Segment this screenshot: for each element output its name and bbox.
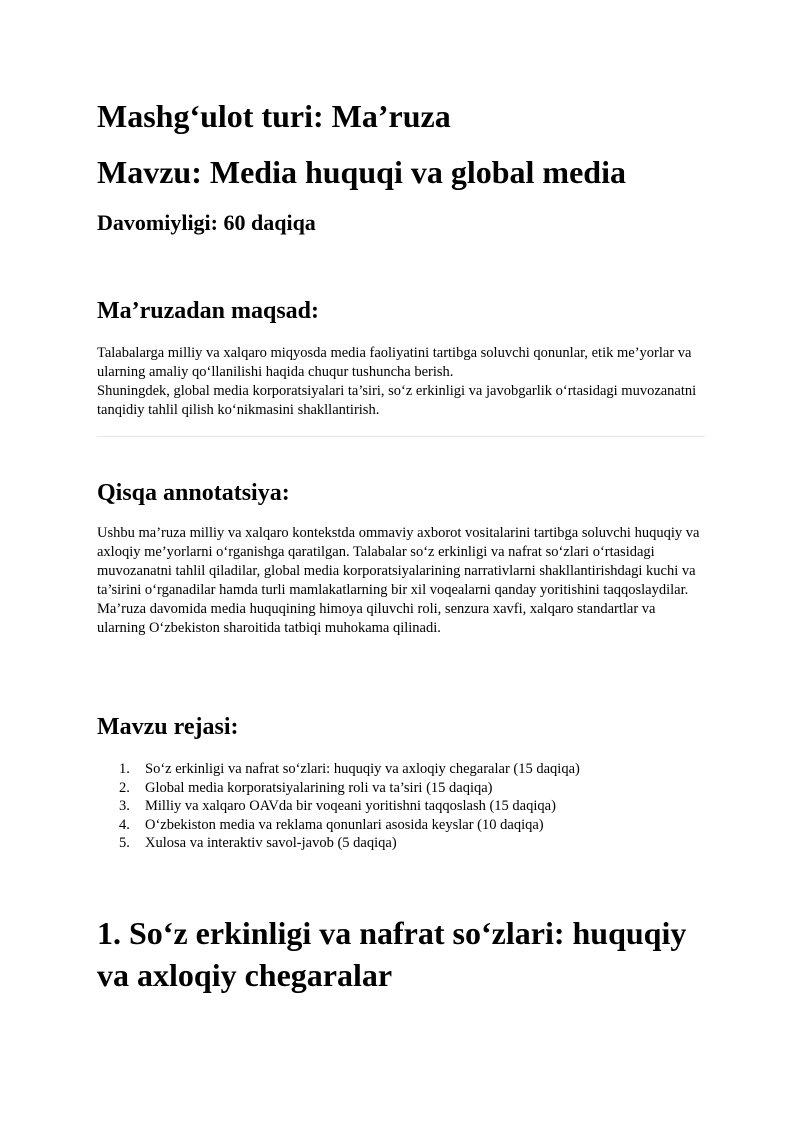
list-item-text: Global media korporatsiyalarining roli va ta’siri (15 daqiqa) <box>145 779 493 796</box>
list-item-number: 4. <box>119 816 130 833</box>
list-item <box>97 760 580 779</box>
topic-title: Mavzu: Media huquqi va global media <box>97 154 626 190</box>
annotation-text <box>97 524 707 638</box>
section-divider <box>97 436 705 437</box>
plan-heading: Mavzu rejasi: <box>97 714 239 740</box>
section-one-heading: 1. So‘z erkinligi va nafrat so‘zlari: huquqiy va axloqiy chegaralar <box>97 915 687 993</box>
list-item-number: 3. <box>119 798 130 814</box>
goal-text <box>97 344 707 420</box>
list-item-number: 2. <box>119 779 130 796</box>
list-item <box>97 797 580 816</box>
goal-paragraph: Talabalarga milliy va xalqaro miqyosda media faoliyatini tartibga soluvchi qonunlar, etik me’yorlar va ularning amaliy qo‘llanilishi haqida chuqur tushuncha berish. <box>97 345 692 380</box>
annotation-paragraph: Ma’ruza davomida media huquqining himoya qiluvchi roli, senzura xavfi, xalqaro standartlar va ularning O‘zbekiston sharoitida tatbiqi muhokama qilinadi. <box>97 601 656 636</box>
list-item-text: Xulosa va interaktiv savol-javob (5 daqiqa) <box>145 835 397 851</box>
list-item-text: O‘zbekiston media va reklama qonunlari asosida keyslar (10 daqiqa) <box>145 816 544 833</box>
annotation-paragraph: Ushbu ma’ruza milliy va xalqaro kontekstda ommaviy axborot vositalarini tartibga soluvchi huquqiy va axloqiy me’yorlarni o‘rganishga qaratilgan. Talabalar so‘z erkinligi va nafrat so‘zlari o‘rtasidagi muvozanatni tahlil qiladilar, global media korporatsiyalarining narrativlarni shakllantirishdagi kuchi va ta’sirini o‘rganadilar hamda turli mamlakatlarning bir xil voqealarni qanday yoritishini taqqoslaydilar. <box>97 525 700 598</box>
lesson-type-title: Mashg‘ulot turi: Ma’ruza <box>97 98 451 134</box>
list-item <box>97 816 580 835</box>
list-item-text: Milliy va xalqaro OAVda bir voqeani yoritishni taqqoslash (15 daqiqa) <box>145 798 556 814</box>
list-item-text: So‘z erkinligi va nafrat so‘zlari: huquqiy va axloqiy chegaralar (15 daqiqa) <box>145 761 580 777</box>
list-item <box>97 779 580 798</box>
plan-list <box>97 760 580 853</box>
goal-heading: Ma’ruzadan maqsad: <box>97 298 320 324</box>
list-item-number: 1. <box>119 761 130 777</box>
list-item-number: 5. <box>119 835 130 851</box>
goal-paragraph: Shuningdek, global media korporatsiyalari ta’siri, so‘z erkinligi va javobgarlik o‘rtasidagi muvozanatni tanqidiy tahlil qilish ko‘nikmasini shakllantirish. <box>97 383 697 418</box>
list-item <box>97 834 580 853</box>
annotation-heading: Qisqa annotatsiya: <box>97 480 290 506</box>
duration-heading: Davomiyligi: 60 daqiqa <box>97 210 316 235</box>
